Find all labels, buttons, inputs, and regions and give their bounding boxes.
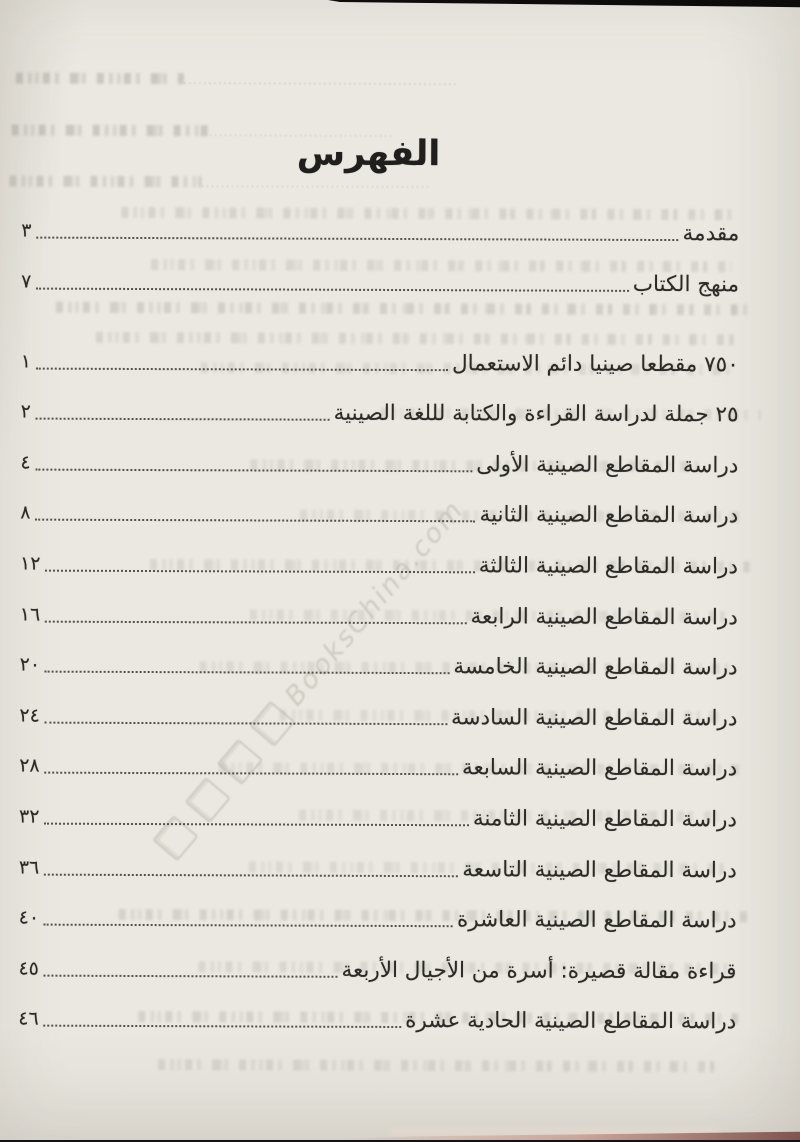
toc-entry-label: دراسة المقاطع الصينية الخامسة: [453, 654, 738, 681]
toc-entry-row: [21, 348, 739, 378]
toc-entry-label: دراسة المقاطع الصينية السادسة: [450, 704, 738, 732]
toc-page-number: ٤: [20, 451, 31, 474]
dotted-leader: [45, 721, 447, 725]
dotted-leader: [36, 287, 628, 291]
toc-entry-label: دراسة المقاطع الصينية التاسعة: [462, 856, 737, 883]
dotted-leader: [44, 1025, 402, 1028]
dotted-leader: [44, 823, 468, 827]
toc-entry-label: مقدمة: [682, 221, 740, 247]
toc-entry-label: دراسة المقاطع الصينية الأولى: [476, 452, 739, 479]
toc-page-number: ٢: [20, 400, 31, 423]
toc-page-number: ٢٤: [19, 704, 40, 727]
toc-entry-label: ٧٥٠ مقطعا صينيا دائم الاستعمال: [451, 350, 739, 377]
toc-entry-label: دراسة المقاطع الصينية الرابعة: [470, 603, 738, 630]
watermark-text: BooksChina.com: [278, 493, 471, 712]
toc-entry-row: [18, 1006, 736, 1036]
toc-entry-row: [20, 551, 738, 581]
dotted-leader: [44, 974, 338, 977]
bleedthrough-mark: [184, 82, 459, 85]
toc-entry-label: دراسة المقاطع الصينية الثانية: [479, 502, 739, 529]
toc-entry-label: دراسة المقاطع الصينية الثامنة: [472, 806, 738, 833]
toc-page-number: ٤٥: [18, 957, 39, 980]
dotted-leader: [36, 237, 678, 241]
toc-page-number: ٢٨: [19, 754, 40, 777]
toc-entry-label: دراسة المقاطع الصينية الحادية عشرة: [405, 1008, 737, 1035]
toc-page-number: ٤٠: [18, 906, 40, 929]
toc-entry-label: دراسة المقاطع الصينية العاشرة: [456, 907, 737, 934]
toc-entry-row: [19, 753, 737, 783]
dotted-leader: [44, 873, 458, 877]
toc-entry-row: [19, 905, 737, 935]
dotted-leader: [36, 468, 473, 472]
toc-entry-row: [21, 218, 739, 248]
dotted-leader: [45, 570, 474, 574]
bleedthrough-mark: [9, 175, 201, 187]
toc-entry-row: [20, 601, 738, 631]
bleedthrough-mark: [201, 185, 431, 188]
toc-page-number: ١٦: [19, 603, 41, 626]
toc-entry-row: [20, 449, 738, 479]
dotted-leader: [36, 367, 448, 371]
page-title: الفهرس: [296, 133, 441, 175]
dotted-leader: [45, 772, 458, 776]
toc-entry-row: [19, 803, 737, 833]
toc-entry-row: [21, 268, 739, 298]
toc-entry-row: [18, 955, 736, 985]
toc-page-number: ١: [20, 350, 32, 373]
toc-page-number: ٣٦: [18, 856, 40, 879]
toc-page-number: ١٢: [19, 552, 41, 575]
toc-entry-label: ٢٥ جملة لدراسة القراءة والكتابة لللغة الصينية: [333, 400, 739, 428]
dotted-leader: [36, 418, 330, 421]
bleedthrough-mark: [158, 1059, 718, 1072]
toc-page-number: ٤٦: [18, 1007, 39, 1030]
dotted-leader: [44, 924, 453, 928]
table-of-contents: [18, 218, 739, 1060]
dotted-leader: [45, 620, 466, 624]
toc-entry-label: دراسة المقاطع الصينية الثالثة: [478, 553, 739, 580]
toc-page-number: ٧: [21, 270, 32, 293]
toc-entry-row: [21, 399, 739, 429]
toc-entry-row: [20, 652, 738, 682]
toc-entry-row: [19, 702, 737, 732]
toc-entry-label: منهج الكتاب: [632, 271, 740, 297]
dotted-leader: [35, 519, 475, 523]
toc-page-number: ٣٢: [19, 805, 40, 828]
bleedthrough-mark: [16, 73, 184, 85]
toc-entry-label: قراءة مقالة قصيرة: أسرة من الأجيال الأربعة: [341, 957, 737, 985]
toc-entry-label: دراسة المقاطع الصينية السابعة: [461, 755, 738, 782]
toc-page-number: ٢٠: [19, 653, 41, 676]
toc-page-number: ٨: [20, 501, 31, 524]
dotted-leader: [45, 671, 449, 675]
toc-entry-row: [19, 854, 737, 884]
toc-page-number: ٣: [21, 219, 32, 242]
toc-entry-row: [20, 500, 738, 530]
